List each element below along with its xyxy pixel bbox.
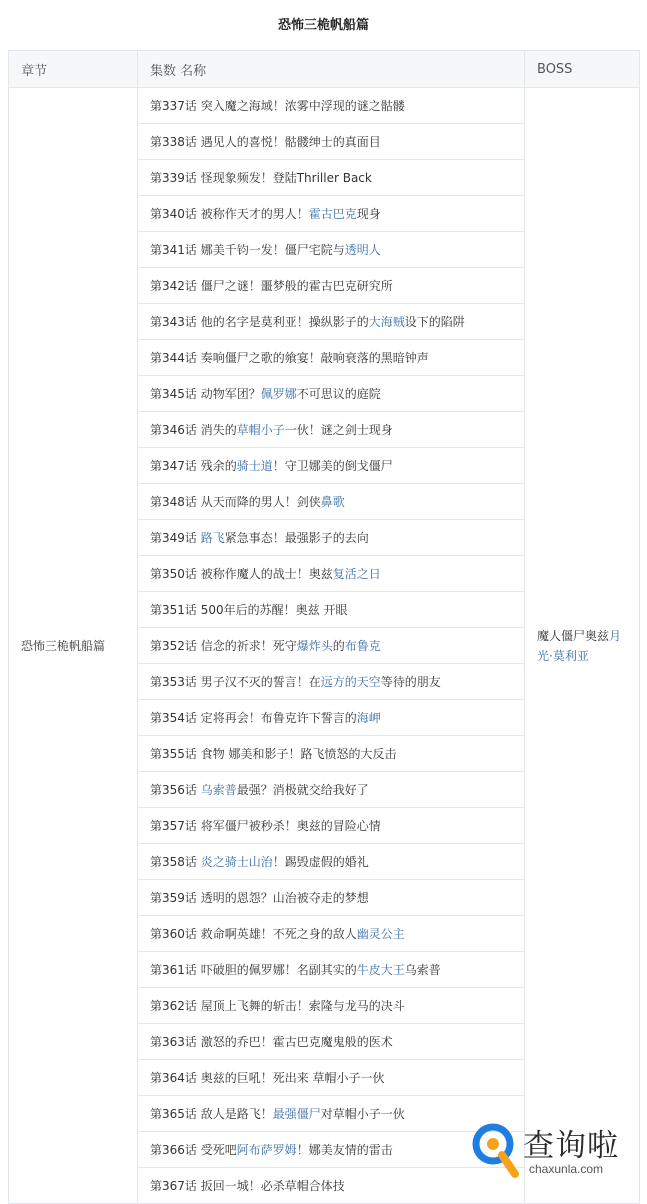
episode-cell bbox=[138, 772, 525, 808]
episode-link[interactable]: 草帽小子 bbox=[236, 423, 285, 437]
episode-text: 第339话 怪现象频发！登陆Thriller Back bbox=[150, 171, 372, 185]
episode-link[interactable]: 路飞 bbox=[200, 531, 225, 545]
episode-text: 最强？消极就交给我好了 bbox=[236, 783, 369, 797]
episode-link[interactable]: 大海贼 bbox=[368, 315, 405, 329]
episode-cell bbox=[138, 844, 525, 880]
episode-text: 等待的朋友 bbox=[380, 675, 441, 689]
episode-text: 第338话 遇见人的喜悦！骷髅绅士的真面目 bbox=[150, 135, 381, 149]
episode-link[interactable]: 乌索普 bbox=[200, 783, 237, 797]
episode-cell bbox=[138, 520, 525, 556]
episode-text: 对草帽小子一伙 bbox=[320, 1107, 405, 1121]
episode-text: 第347话 残余的 bbox=[150, 459, 237, 473]
episode-link[interactable]: 布鲁克 bbox=[344, 639, 381, 653]
episode-link[interactable]: 骑士道 bbox=[236, 459, 273, 473]
episode-cell bbox=[138, 340, 525, 376]
episode-text: 第351话 500年后的苏醒！奥兹 开眼 bbox=[150, 603, 348, 617]
episode-text: 第367话 扳回一城！必杀草帽合体技 bbox=[150, 1179, 345, 1193]
episode-text: 第359话 透明的恩怨？山治被夺走的梦想 bbox=[150, 891, 369, 905]
episode-cell bbox=[138, 1024, 525, 1060]
episode-cell bbox=[138, 988, 525, 1024]
episode-table bbox=[8, 50, 640, 1204]
watermark-name: 查询啦 bbox=[523, 1128, 619, 1164]
episode-cell bbox=[138, 916, 525, 952]
episode-link[interactable]: 炎之骑士山治 bbox=[200, 855, 273, 869]
episode-text: 第356话 bbox=[150, 783, 201, 797]
episode-cell bbox=[138, 448, 525, 484]
episode-text: 第357话 将军僵尸被秒杀！奥兹的冒险心情 bbox=[150, 819, 381, 833]
page-title: 恐怖三桅帆船篇 bbox=[277, 18, 369, 33]
episode-text: 第340话 被称作天才的男人！ bbox=[150, 207, 309, 221]
episode-cell bbox=[138, 736, 525, 772]
episode-text: 第346话 消失的 bbox=[150, 423, 237, 437]
boss-name-link[interactable]: 月光·莫利亚 bbox=[537, 628, 622, 663]
episode-text: 紧急事态！最强影子的去向 bbox=[224, 531, 369, 545]
episode-link[interactable]: 远方的天空 bbox=[320, 675, 381, 689]
episode-cell bbox=[138, 232, 525, 268]
episode-text: 第341话 娜美千钧一发！僵尸宅院与 bbox=[150, 243, 345, 257]
episode-cell bbox=[138, 88, 525, 124]
episode-link[interactable]: 阿布萨罗姆 bbox=[236, 1143, 297, 1157]
episode-text: 第361话 吓破胆的佩罗娜！名副其实的 bbox=[150, 963, 357, 977]
episode-text: 第342话 僵尸之谜！噩梦般的霍古巴克研究所 bbox=[150, 279, 393, 293]
episode-text: 第348话 从天而降的男人！剑侠 bbox=[150, 495, 321, 509]
episode-text: 乌索普 bbox=[404, 963, 441, 977]
episode-cell bbox=[138, 1168, 525, 1204]
episode-link[interactable]: 鼻歌 bbox=[320, 495, 345, 509]
episode-cell bbox=[138, 808, 525, 844]
episode-cell bbox=[138, 268, 525, 304]
episode-cell bbox=[138, 1060, 525, 1096]
episode-cell bbox=[138, 952, 525, 988]
episode-link[interactable]: 爆炸头 bbox=[296, 639, 333, 653]
column-header-episode: 集数 名称 bbox=[138, 51, 525, 88]
watermark-domain: chaxunla.com bbox=[529, 1162, 604, 1176]
episode-cell bbox=[138, 484, 525, 520]
episode-text: 不可思议的庭院 bbox=[296, 387, 381, 401]
episode-text: 第355话 食物 娜美和影子！路飞愤怒的大反击 bbox=[150, 747, 397, 761]
episode-text: 第364话 奥兹的巨吼！死出来 草帽小子一伙 bbox=[150, 1071, 385, 1085]
episode-text: 第362话 屋顶上飞舞的斩击！索隆与龙马的决斗 bbox=[150, 999, 405, 1013]
episode-cell bbox=[138, 880, 525, 916]
episode-text: 一伙！谜之剑士现身 bbox=[284, 423, 393, 437]
episode-link[interactable]: 佩罗娜 bbox=[260, 387, 297, 401]
episode-text: 第337话 突入魔之海域！浓雾中浮现的谜之骷髅 bbox=[150, 99, 405, 113]
episode-text: ！踢毁虚假的婚礼 bbox=[272, 855, 369, 869]
table-row bbox=[9, 88, 640, 124]
episode-text: 第350话 被称作魔人的战士！奥兹 bbox=[150, 567, 333, 581]
episode-text: 第349话 bbox=[150, 531, 201, 545]
episode-cell bbox=[138, 124, 525, 160]
table-header-row bbox=[9, 51, 640, 88]
episode-cell bbox=[138, 376, 525, 412]
episode-cell bbox=[138, 304, 525, 340]
episode-text: 第352话 信念的祈求！死守 bbox=[150, 639, 297, 653]
episode-cell bbox=[138, 592, 525, 628]
episode-link[interactable]: 幽灵公主 bbox=[356, 927, 405, 941]
boss-name-text: 魔人僵尸奥兹 bbox=[537, 628, 610, 643]
episode-cell bbox=[138, 556, 525, 592]
episode-text: ！守卫娜美的倒戈僵尸 bbox=[272, 459, 393, 473]
episode-link[interactable]: 海岬 bbox=[356, 711, 381, 725]
episode-link[interactable]: 复活之日 bbox=[332, 567, 381, 581]
episode-cell bbox=[138, 664, 525, 700]
episode-text: 第366话 受死吧 bbox=[150, 1143, 237, 1157]
episode-cell bbox=[138, 160, 525, 196]
episode-text: 第343话 他的名字是莫利亚！操纵影子的 bbox=[150, 315, 369, 329]
episode-text: 第365话 敌人是路飞！ bbox=[150, 1107, 273, 1121]
episode-text: 第353话 男子汉不灭的誓言！在 bbox=[150, 675, 321, 689]
table-body bbox=[9, 88, 640, 1204]
episode-text: 第345话 动物军团？ bbox=[150, 387, 261, 401]
episode-text: 第360话 救命啊英雄！不死之身的敌人 bbox=[150, 927, 357, 941]
episode-text: 第363话 激怒的乔巴！霍古巴克魔鬼般的医术 bbox=[150, 1035, 393, 1049]
boss-cell bbox=[525, 88, 640, 1204]
chapter-cell: 恐怖三桅帆船篇 bbox=[9, 88, 138, 1204]
episode-text: ！娜美友情的雷击 bbox=[296, 1143, 393, 1157]
episode-cell bbox=[138, 412, 525, 448]
episode-cell bbox=[138, 1096, 525, 1132]
episode-text: 第344话 奏响僵尸之歌的飨宴！敲响衰落的黑暗钟声 bbox=[150, 351, 429, 365]
episode-cell bbox=[138, 196, 525, 232]
episode-text: 设下的陷阱 bbox=[404, 315, 465, 329]
episode-text: 现身 bbox=[356, 207, 381, 221]
episode-cell bbox=[138, 700, 525, 736]
episode-link[interactable]: 霍古巴克 bbox=[308, 207, 357, 221]
column-header-chapter: 章节 bbox=[9, 51, 138, 88]
episode-text: 第358话 bbox=[150, 855, 201, 869]
episode-link[interactable]: 牛皮大王 bbox=[356, 963, 405, 977]
episode-cell bbox=[138, 1132, 525, 1168]
column-header-boss: BOSS bbox=[525, 51, 640, 88]
episode-link[interactable]: 最强僵尸 bbox=[272, 1107, 321, 1121]
episode-text: 的 bbox=[332, 639, 345, 653]
episode-text: 第354话 定将再会！布鲁克许下誓言的 bbox=[150, 711, 357, 725]
episode-link[interactable]: 透明人 bbox=[344, 243, 381, 257]
episode-cell bbox=[138, 628, 525, 664]
